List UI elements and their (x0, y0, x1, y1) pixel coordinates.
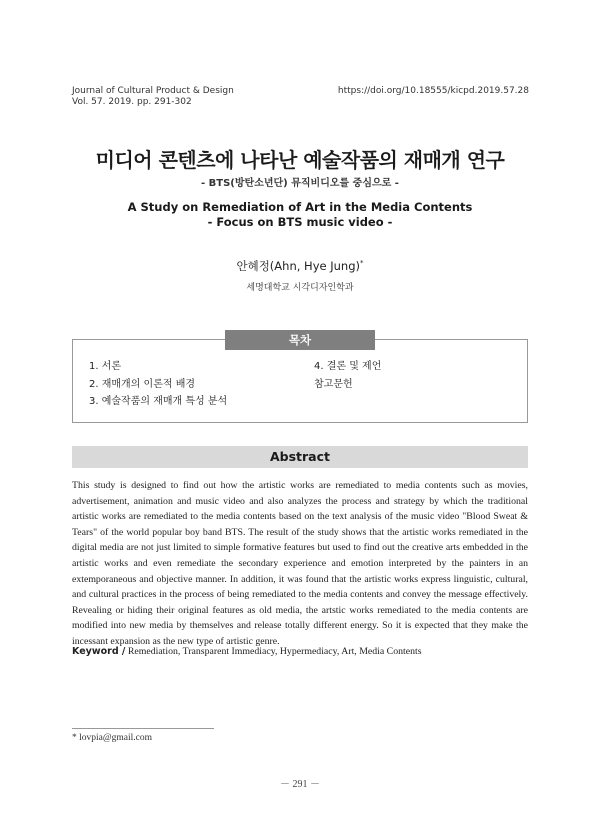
keyword-line (72, 646, 528, 657)
journal-name: Journal of Cultural Product & Design (72, 86, 234, 96)
english-subtitle: - Focus on BTS music video - (207, 215, 393, 229)
korean-title: 미디어 콘텐츠에 나타난 예술작품의 재매개 연구 (95, 148, 505, 172)
english-title-block (0, 200, 600, 230)
journal-header (72, 86, 234, 108)
footnote-mark: * (72, 733, 77, 743)
toc-item: 참고문헌 (314, 378, 353, 390)
toc-left-column (89, 358, 227, 411)
keyword-label: Keyword / (72, 646, 126, 657)
journal-volume: Vol. 57. 2019. pp. 291-302 (72, 97, 192, 107)
abstract-text: This study is designed to find out how the artistic works are remediated to media contents such as movies, advertisement, animation and music video and also analyzes the process and strategy by which the traditional artistic works are remediated to the media contents based on the text analysis of the music video "Blood Sweat & Tears" of the world popular boy band BTS. The result of the study shows that the artistic works remediated in the digital media are not just limited to simple formative features but used to find out the creative arts embedded in the artistic works and even remediate the secondary experience and emotion interpreted by the painters in an extemporaneous and objective manner. In addition, it was found that the artistic works express linguistic, cultural, and cultural practices in the process of being remediated to the media contents and convey the message effectively. Revealing or hiding their original features as old media, the artstic works remediated to the media contents are modified into new media by themselves and release totally different energy. So it is expected that they make the incessant expansion as the new type of artistic genre. (72, 480, 528, 647)
toc-item: 1. 서론 (89, 361, 122, 372)
toc-item: 2. 재매개의 이론적 배경 (89, 378, 196, 390)
author-line (0, 258, 600, 274)
toc-item: 3. 예술작품의 재매개 특성 분석 (89, 396, 228, 407)
english-title: A Study on Remediation of Art in the Media Contents (127, 200, 473, 214)
keyword-text: Remediation, Transparent Immediacy, Hypermediacy, Art, Media Contents (127, 646, 422, 657)
author-affiliation: 세명대학교 시각디자인학과 (246, 283, 354, 293)
abstract-heading: Abstract (72, 446, 528, 468)
author-name: 안혜정(Ahn, Hye Jung) (236, 259, 360, 273)
toc-right-column (314, 358, 381, 393)
toc-item: 4. 결론 및 제언 (314, 361, 382, 372)
footnote (72, 733, 152, 743)
doi-link[interactable]: https://doi.org/10.18555/kicpd.2019.57.28 (337, 86, 529, 96)
footnote-email: lovpia@gmail.com (79, 733, 152, 743)
page-number: － 291 － (280, 779, 320, 790)
toc-heading: 목차 (225, 330, 375, 350)
author-footnote-mark: * (360, 259, 364, 268)
footnote-divider (72, 728, 214, 729)
korean-subtitle: - BTS(방탄소년단) 뮤직비디오를 중심으로 - (201, 178, 399, 189)
